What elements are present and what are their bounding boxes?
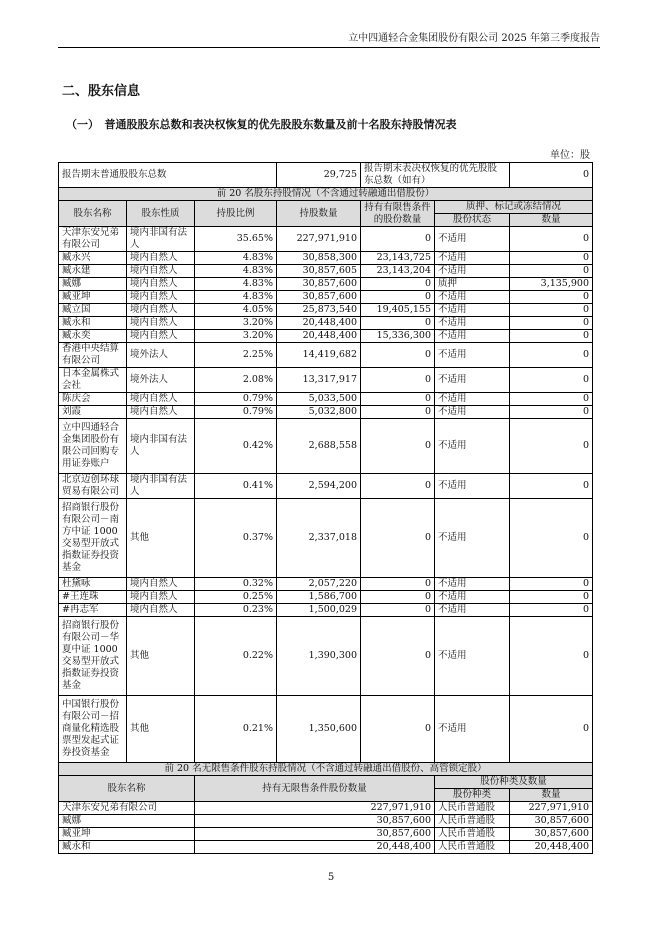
- shareholder-name: 天津东安兄弟有限公司: [59, 227, 127, 252]
- holding-quantity: 2,594,200: [277, 474, 361, 499]
- restricted-quantity: 0: [361, 499, 435, 578]
- holding-quantity: 2,337,018: [277, 499, 361, 578]
- restricted-quantity: 0: [361, 474, 435, 499]
- holding-ratio: 0.23%: [195, 604, 277, 617]
- unrestricted-section-row: [59, 763, 593, 776]
- shareholder-table-wrapper: [58, 162, 592, 854]
- pledge-status: 不适用: [435, 304, 510, 317]
- restricted-quantity: 23,143,204: [361, 265, 435, 278]
- shareholder-name: 臧永建: [59, 265, 127, 278]
- table-row: [59, 828, 593, 841]
- restricted-quantity: 0: [361, 406, 435, 419]
- holding-ratio: 3.20%: [195, 330, 277, 343]
- restricted-quantity: 0: [361, 591, 435, 604]
- header-name: 股东名称: [59, 776, 195, 802]
- shareholder-name: 杜黛咏: [59, 578, 127, 591]
- holding-quantity: 5,033,500: [277, 393, 361, 406]
- pledge-status: 不适用: [435, 406, 510, 419]
- pledge-amount: 0: [510, 499, 593, 578]
- table-row: [59, 252, 593, 265]
- header-amount: 数量: [510, 214, 593, 227]
- pledge-amount: 0: [510, 368, 593, 393]
- holding-quantity: 227,971,910: [277, 227, 361, 252]
- shareholder-nature: 境内自然人: [127, 393, 195, 406]
- table-row: [59, 343, 593, 368]
- pledge-amount: 0: [510, 393, 593, 406]
- holding-ratio: 0.22%: [195, 617, 277, 696]
- shareholder-nature: 境内自然人: [127, 252, 195, 265]
- shareholder-name: 臧娜: [59, 278, 127, 291]
- pledge-status: 质押: [435, 278, 510, 291]
- shareholder-name: 臧永和: [59, 841, 195, 854]
- holding-quantity: 5,032,800: [277, 406, 361, 419]
- shareholder-nature: 境内非国有法人: [127, 419, 195, 474]
- holding-ratio: 0.42%: [195, 419, 277, 474]
- table-row: [59, 291, 593, 304]
- shareholder-nature: 境内自然人: [127, 317, 195, 330]
- shareholder-nature: 境内自然人: [127, 265, 195, 278]
- shareholder-nature: 境内自然人: [127, 406, 195, 419]
- table-row: [59, 406, 593, 419]
- holding-quantity: 1,350,600: [277, 696, 361, 763]
- restricted-quantity: 23,143,725: [361, 252, 435, 265]
- restricted-quantity: 0: [361, 343, 435, 368]
- unrestricted-quantity: 30,857,600: [195, 828, 435, 841]
- holding-quantity: 1,500,029: [277, 604, 361, 617]
- pledge-status: 不适用: [435, 368, 510, 393]
- holding-quantity: 2,688,558: [277, 419, 361, 474]
- holding-ratio: 0.21%: [195, 696, 277, 763]
- table-row: [59, 419, 593, 474]
- header-status: 股份状态: [435, 214, 510, 227]
- pledge-status: 不适用: [435, 317, 510, 330]
- top20-section-row: [59, 188, 593, 201]
- pledge-amount: 0: [510, 578, 593, 591]
- share-amount: 30,857,600: [510, 815, 593, 828]
- header-kind-group: 股份种类及数量: [435, 776, 593, 789]
- header-nature: 股东性质: [127, 201, 195, 227]
- shareholder-nature: 境内自然人: [127, 591, 195, 604]
- holding-ratio: 4.83%: [195, 291, 277, 304]
- pledge-status: 不适用: [435, 343, 510, 368]
- shareholder-name: 中国银行股份有限公司－招商量化精选股票型发起式证券投资基金: [59, 696, 127, 763]
- pledge-amount: 0: [510, 474, 593, 499]
- shareholder-nature: 境内自然人: [127, 578, 195, 591]
- shareholder-table: [58, 162, 593, 854]
- unrestricted-quantity: 227,971,910: [195, 802, 435, 815]
- section-title: 二、股东信息: [62, 84, 141, 99]
- pledge-amount: 0: [510, 419, 593, 474]
- pledge-status: 不适用: [435, 393, 510, 406]
- restricted-quantity: 15,336,300: [361, 330, 435, 343]
- holding-quantity: 30,858,300: [277, 252, 361, 265]
- pledge-status: 不适用: [435, 291, 510, 304]
- pledge-amount: 0: [510, 343, 593, 368]
- pledge-status: 不适用: [435, 252, 510, 265]
- pledge-amount: 3,135,900: [510, 278, 593, 291]
- restricted-quantity: 0: [361, 604, 435, 617]
- shareholder-name: 日本金属株式会社: [59, 368, 127, 393]
- top20-section-title: 前 20 名股东持股情况（不含通过转融通出借股份）: [59, 188, 593, 201]
- shareholder-name: 招商银行股份有限公司－南方中证 1000 交易型开放式指数证券投资基金: [59, 499, 127, 578]
- pledge-status: 不适用: [435, 227, 510, 252]
- unrestricted-quantity: 20,448,400: [195, 841, 435, 854]
- shareholder-name: 香港中央结算有限公司: [59, 343, 127, 368]
- holding-quantity: 30,857,605: [277, 265, 361, 278]
- table-row: [59, 393, 593, 406]
- shareholder-name: 臧永兴: [59, 252, 127, 265]
- shareholder-name: 立中四通轻合金集团股份有限公司回购专用证券账户: [59, 419, 127, 474]
- holding-ratio: 0.79%: [195, 393, 277, 406]
- holding-ratio: 0.32%: [195, 578, 277, 591]
- share-amount: 30,857,600: [510, 828, 593, 841]
- shareholder-nature: 境内自然人: [127, 304, 195, 317]
- shareholder-nature: 其他: [127, 499, 195, 578]
- holding-ratio: 4.83%: [195, 265, 277, 278]
- holding-ratio: 0.79%: [195, 406, 277, 419]
- pledge-status: 不适用: [435, 499, 510, 578]
- shareholder-nature: 境外法人: [127, 368, 195, 393]
- pledge-amount: 0: [510, 591, 593, 604]
- pledge-amount: 0: [510, 252, 593, 265]
- shareholder-name: 招商银行股份有限公司－华夏中证 1000 交易型开放式指数证券投资基金: [59, 617, 127, 696]
- holding-quantity: 20,448,400: [277, 330, 361, 343]
- table-row: [59, 578, 593, 591]
- holding-quantity: 30,857,600: [277, 291, 361, 304]
- restricted-quantity: 0: [361, 291, 435, 304]
- holding-ratio: 4.05%: [195, 304, 277, 317]
- summary-label-preferred: 报告期末表决权恢复的优先股股东总数（如有）: [361, 163, 510, 188]
- pledge-amount: 0: [510, 227, 593, 252]
- table-row: [59, 368, 593, 393]
- pledge-amount: 0: [510, 265, 593, 278]
- shareholder-name: 臧亚坤: [59, 291, 127, 304]
- restricted-quantity: 0: [361, 368, 435, 393]
- holding-ratio: 0.37%: [195, 499, 277, 578]
- holding-quantity: 14,419,682: [277, 343, 361, 368]
- shareholder-name: 臧永和: [59, 317, 127, 330]
- table-row: [59, 802, 593, 815]
- restricted-quantity: 0: [361, 317, 435, 330]
- shareholder-nature: 境内自然人: [127, 330, 195, 343]
- holding-ratio: 2.25%: [195, 343, 277, 368]
- pledge-amount: 0: [510, 617, 593, 696]
- holding-quantity: 1,390,300: [277, 617, 361, 696]
- table-row: [59, 330, 593, 343]
- share-kind: 人民币普通股: [435, 828, 510, 841]
- shareholder-name: 臧娜: [59, 815, 195, 828]
- holding-ratio: 35.65%: [195, 227, 277, 252]
- header-unrestricted-qty: 持有无限售条件股份数量: [195, 776, 435, 802]
- share-amount: 20,448,400: [510, 841, 593, 854]
- shareholder-nature: 其他: [127, 617, 195, 696]
- holding-quantity: 1,586,700: [277, 591, 361, 604]
- table-row: [59, 841, 593, 854]
- unrestricted-header-row: [59, 776, 593, 789]
- restricted-quantity: 0: [361, 578, 435, 591]
- table-row: [59, 227, 593, 252]
- pledge-amount: 0: [510, 696, 593, 763]
- holding-ratio: 4.83%: [195, 252, 277, 265]
- holding-quantity: 30,857,600: [277, 278, 361, 291]
- holding-ratio: 2.08%: [195, 368, 277, 393]
- shareholder-name: 臧永奕: [59, 330, 127, 343]
- holding-ratio: 0.41%: [195, 474, 277, 499]
- header-qty: 持股数量: [277, 201, 361, 227]
- restricted-quantity: 0: [361, 278, 435, 291]
- pledge-status: 不适用: [435, 419, 510, 474]
- shareholder-nature: 境内自然人: [127, 604, 195, 617]
- pledge-status: 不适用: [435, 617, 510, 696]
- restricted-quantity: 19,405,155: [361, 304, 435, 317]
- pledge-status: 不适用: [435, 265, 510, 278]
- share-kind: 人民币普通股: [435, 802, 510, 815]
- shareholder-name: 陈庆会: [59, 393, 127, 406]
- restricted-quantity: 0: [361, 617, 435, 696]
- holding-ratio: 0.25%: [195, 591, 277, 604]
- report-header: 立中四通轻合金集团股份有限公司 2025 年第三季度报告: [58, 29, 600, 48]
- header-amount: 数量: [510, 789, 593, 802]
- summary-value-preferred: 0: [510, 163, 593, 188]
- header-restricted: 持有有限售条件的股份数量: [361, 201, 435, 227]
- pledge-amount: 0: [510, 604, 593, 617]
- pledge-amount: 0: [510, 330, 593, 343]
- summary-row: [59, 163, 593, 188]
- shareholder-nature: 境内非国有法人: [127, 474, 195, 499]
- holding-quantity: 13,317,917: [277, 368, 361, 393]
- pledge-amount: 0: [510, 304, 593, 317]
- table-row: [59, 499, 593, 578]
- shareholder-nature: 境外法人: [127, 343, 195, 368]
- pledge-status: 不适用: [435, 591, 510, 604]
- table-row: [59, 604, 593, 617]
- shareholder-nature: 境内自然人: [127, 291, 195, 304]
- shareholder-name: 臧亚坤: [59, 828, 195, 841]
- table-row: [59, 591, 593, 604]
- unrestricted-quantity: 30,857,600: [195, 815, 435, 828]
- pledge-amount: 0: [510, 317, 593, 330]
- shareholder-name: 刘霞: [59, 406, 127, 419]
- top20-header-row: [59, 201, 593, 214]
- table-row: [59, 696, 593, 763]
- summary-value-total: 29,725: [277, 163, 361, 188]
- pledge-status: 不适用: [435, 696, 510, 763]
- table-row: [59, 304, 593, 317]
- pledge-status: 不适用: [435, 474, 510, 499]
- shareholder-name: 臧立国: [59, 304, 127, 317]
- restricted-quantity: 0: [361, 696, 435, 763]
- shareholder-nature: 境内自然人: [127, 278, 195, 291]
- table-row: [59, 617, 593, 696]
- share-kind: 人民币普通股: [435, 841, 510, 854]
- table-row: [59, 317, 593, 330]
- holding-quantity: 25,873,540: [277, 304, 361, 317]
- pledge-amount: 0: [510, 291, 593, 304]
- shareholder-name: 天津东安兄弟有限公司: [59, 802, 195, 815]
- subsection-title: （一） 普通股股东总数和表决权恢复的优先股股东数量及前十名股东持股情况表: [66, 118, 457, 131]
- pledge-status: 不适用: [435, 330, 510, 343]
- restricted-quantity: 0: [361, 393, 435, 406]
- shareholder-name: 北京迈创环球贸易有限公司: [59, 474, 127, 499]
- share-amount: 227,971,910: [510, 802, 593, 815]
- header-kind: 股份种类: [435, 789, 510, 802]
- table-row: [59, 265, 593, 278]
- shareholder-nature: 其他: [127, 696, 195, 763]
- unrestricted-section-title: 前 20 名无限售条件股东持股情况（不含通过转融通出借股份、高管锁定股）: [59, 763, 593, 776]
- table-row: [59, 278, 593, 291]
- summary-label-total: 报告期末普通股股东总数: [59, 163, 277, 188]
- header-name: 股东名称: [59, 201, 127, 227]
- header-pledge: 质押、标记或冻结情况: [435, 201, 593, 214]
- holding-ratio: 3.20%: [195, 317, 277, 330]
- share-kind: 人民币普通股: [435, 815, 510, 828]
- holding-ratio: 4.83%: [195, 278, 277, 291]
- pledge-status: 不适用: [435, 604, 510, 617]
- unit-label: 单位：股: [550, 150, 590, 161]
- table-row: [59, 815, 593, 828]
- holding-quantity: 2,057,220: [277, 578, 361, 591]
- header-ratio: 持股比例: [195, 201, 277, 227]
- shareholder-name: #冉志军: [59, 604, 127, 617]
- restricted-quantity: 0: [361, 419, 435, 474]
- pledge-amount: 0: [510, 406, 593, 419]
- table-row: [59, 474, 593, 499]
- holding-quantity: 20,448,400: [277, 317, 361, 330]
- page-number: 5: [327, 872, 335, 883]
- shareholder-nature: 境内非国有法人: [127, 227, 195, 252]
- pledge-status: 不适用: [435, 578, 510, 591]
- restricted-quantity: 0: [361, 227, 435, 252]
- shareholder-name: #王连珠: [59, 591, 127, 604]
